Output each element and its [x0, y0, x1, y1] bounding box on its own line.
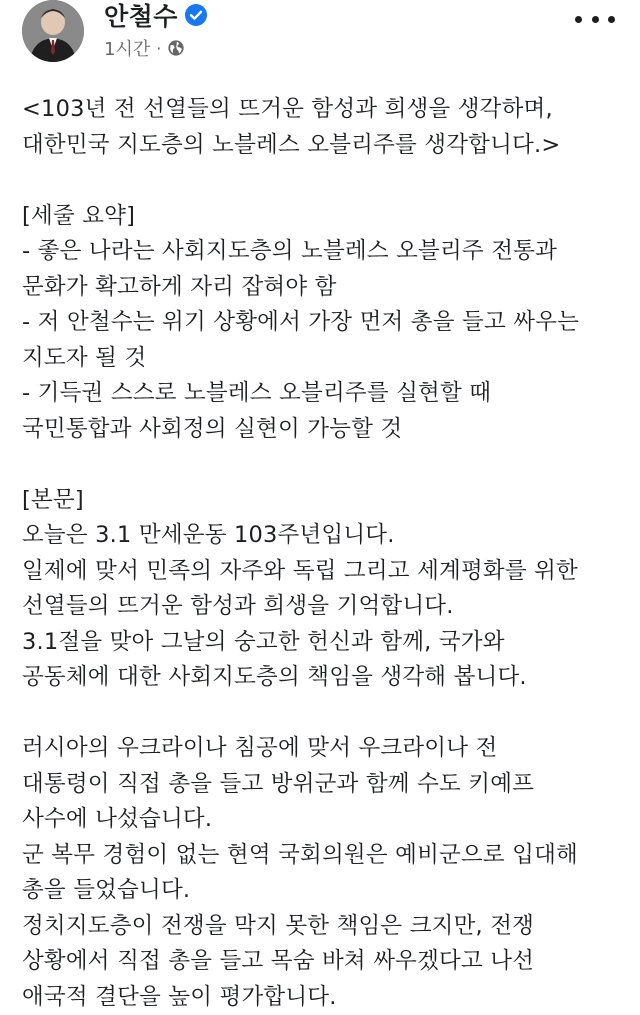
meta-separator: · [156, 39, 161, 58]
more-dot [575, 16, 582, 23]
post-text-line: 대통령이 직접 총을 들고 방위군과 함께 수도 키예프 [22, 767, 632, 803]
post-text-line: 오늘은 3.1 만세운동 103주년입니다. [22, 518, 632, 554]
post-text-line: 국민통합과 사회정의 실현이 가능할 것 [22, 412, 632, 448]
post-text-line: 러시아의 우크라이나 침공에 맞서 우크라이나 전 [22, 731, 632, 767]
verified-badge-icon [184, 3, 208, 27]
blank-line [22, 696, 632, 732]
post-timestamp[interactable]: 1시간 [104, 35, 150, 61]
blank-line [22, 447, 632, 483]
post-text-line: - 저 안철수는 위기 상황에서 가장 먼저 총을 들고 싸우는 [22, 305, 632, 341]
post-text-line: 지도자 될 것 [22, 341, 632, 377]
post-text-line: 사수에 나섰습니다. [22, 802, 632, 838]
post-text-line: [세줄 요약] [22, 199, 632, 235]
post-text-line: 선열들의 뜨거운 함성과 희생을 기억합니다. [22, 589, 632, 625]
post-text-line: 상황에서 직접 총을 들고 목숨 바쳐 싸우겠다고 나선 [22, 944, 632, 980]
post-text-line: 애국적 결단을 높이 평가합니다. [22, 980, 632, 1015]
avatar[interactable] [22, 0, 84, 62]
blank-line [22, 163, 632, 199]
more-options-icon[interactable] [575, 8, 615, 30]
globe-icon[interactable] [167, 39, 185, 57]
post-text-line: 일제에 맞서 민족의 자주와 독립 그리고 세계평화를 위한 [22, 554, 632, 590]
more-dot [592, 16, 599, 23]
post-text-line: 대한민국 지도층의 노블레스 오블리주를 생각합니다.> [22, 128, 632, 164]
post-text-line: <103년 전 선열들의 뜨거운 함성과 희생을 생각하며, [22, 92, 632, 128]
post-text-line: - 좋은 나라는 사회지도층의 노블레스 오블리주 전통과 [22, 234, 632, 270]
post-text-line: 3.1절을 맞아 그날의 숭고한 헌신과 함께, 국가와 [22, 625, 632, 661]
post-text-line: 군 복무 경험이 없는 현역 국회의원은 예비군으로 입대해 [22, 838, 632, 874]
author-name[interactable]: 안철수 [104, 0, 178, 33]
post-text-line: 총을 들었습니다. [22, 873, 632, 909]
post-text-line: 공동체에 대한 사회지도층의 책임을 생각해 봅니다. [22, 660, 632, 696]
post-text-line: - 기득권 스스로 노블레스 오블리주를 실현할 때 [22, 376, 632, 412]
post-text-line: [본문] [22, 483, 632, 519]
post-text-line: 정치지도층이 전쟁을 막지 못한 책임은 크지만, 전쟁 [22, 909, 632, 945]
profile-photo [22, 0, 84, 62]
post-text-line: 문화가 확고하게 자리 잡혀야 함 [22, 270, 632, 306]
post-header [0, 0, 640, 72]
more-dot [608, 16, 615, 23]
post-body [22, 92, 632, 1015]
